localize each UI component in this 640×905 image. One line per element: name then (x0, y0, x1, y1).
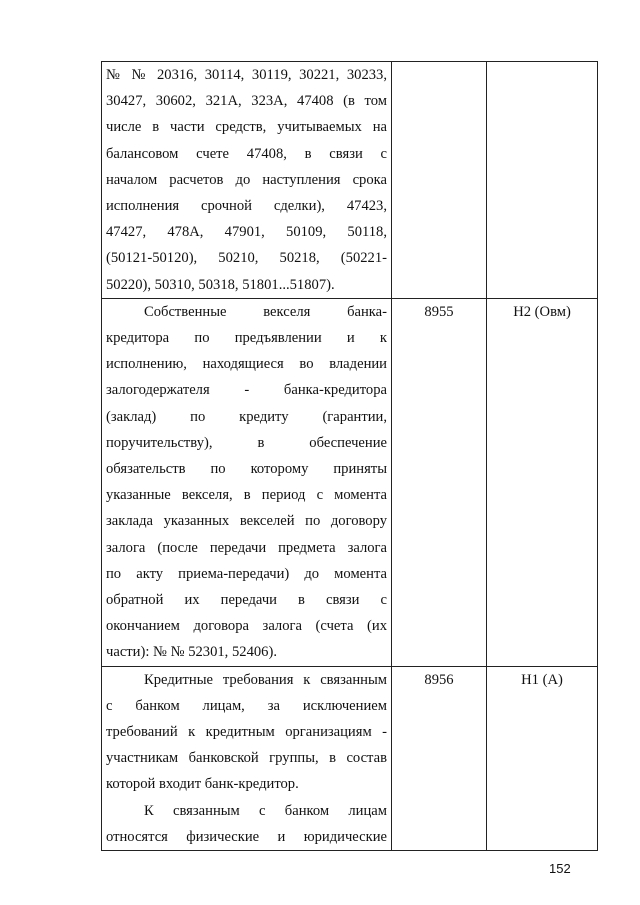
text-line: участникам банковской группы, в состав (106, 750, 387, 767)
text-line: поручительству), в обеспечение (106, 434, 387, 451)
text-line: обязательств по которому приняты (106, 461, 387, 478)
code-cell: 8956 (392, 666, 487, 850)
table-row (102, 62, 598, 299)
page-number: 152 (549, 861, 571, 876)
description-cell (102, 666, 392, 850)
table-row (102, 298, 598, 666)
text-line: части): № № 52301, 52406). (106, 644, 277, 661)
text-line: Собственные векселя банка- (144, 303, 387, 320)
description-cell (102, 62, 392, 299)
code-cell: 8955 (392, 298, 487, 666)
text-line: заклада указанных векселей по договору (106, 513, 387, 530)
text-line: окончанием договора залога (счета (их (106, 618, 387, 635)
text-line: залога (после передачи предмета залога (106, 539, 387, 556)
text-line: (заклад) по кредиту (гарантии, (106, 408, 387, 425)
text-line: балансовом счете 47408, в связи с (106, 145, 387, 162)
text-line: 30427, 30602, 321А, 323А, 47408 (в том (106, 93, 387, 110)
norm-cell: Н2 (Овм) (487, 298, 598, 666)
text-line: 50220), 50310, 50318, 51801...51807). (106, 276, 335, 293)
text-line: обратной их передачи в связи с (106, 592, 387, 609)
text-line: кредитора по предъявлении и к (106, 330, 387, 347)
code-cell (392, 62, 487, 299)
text-line: числе в части средств, учитываемых на (106, 119, 387, 136)
text-line: указанные векселя, в период с момента (106, 487, 387, 504)
text-line: № № 20316, 30114, 30119, 30221, 30233, (106, 67, 387, 83)
text-line: требований к кредитным организациям - (106, 724, 387, 741)
description-cell (102, 298, 392, 666)
text-line: (50121-50120), 50210, 50218, (50221- (106, 250, 387, 267)
text-line: 47427, 478А, 47901, 50109, 50118, (106, 224, 387, 241)
norm-cell: Н1 (А) (487, 666, 598, 850)
table-row (102, 666, 598, 850)
accounts-table (101, 61, 598, 851)
text-line: исполнению, находящиеся во владении (106, 356, 387, 373)
text-line: которой входит банк-кредитор. (106, 776, 299, 793)
text-line: по акту приема-передачи) до момента (106, 565, 387, 582)
text-line: Кредитные требования к связанным (144, 671, 387, 688)
text-line: началом расчетов до наступления срока (106, 171, 387, 188)
text-line: К связанным с банком лицам (144, 802, 387, 819)
text-line: с банком лицам, за исключением (106, 697, 387, 714)
text-line: залогодержателя - банка-кредитора (106, 382, 387, 399)
text-line: исполнения срочной сделки), 47423, (106, 198, 387, 215)
text-line: относятся физические и юридические (106, 828, 387, 845)
norm-cell (487, 62, 598, 299)
